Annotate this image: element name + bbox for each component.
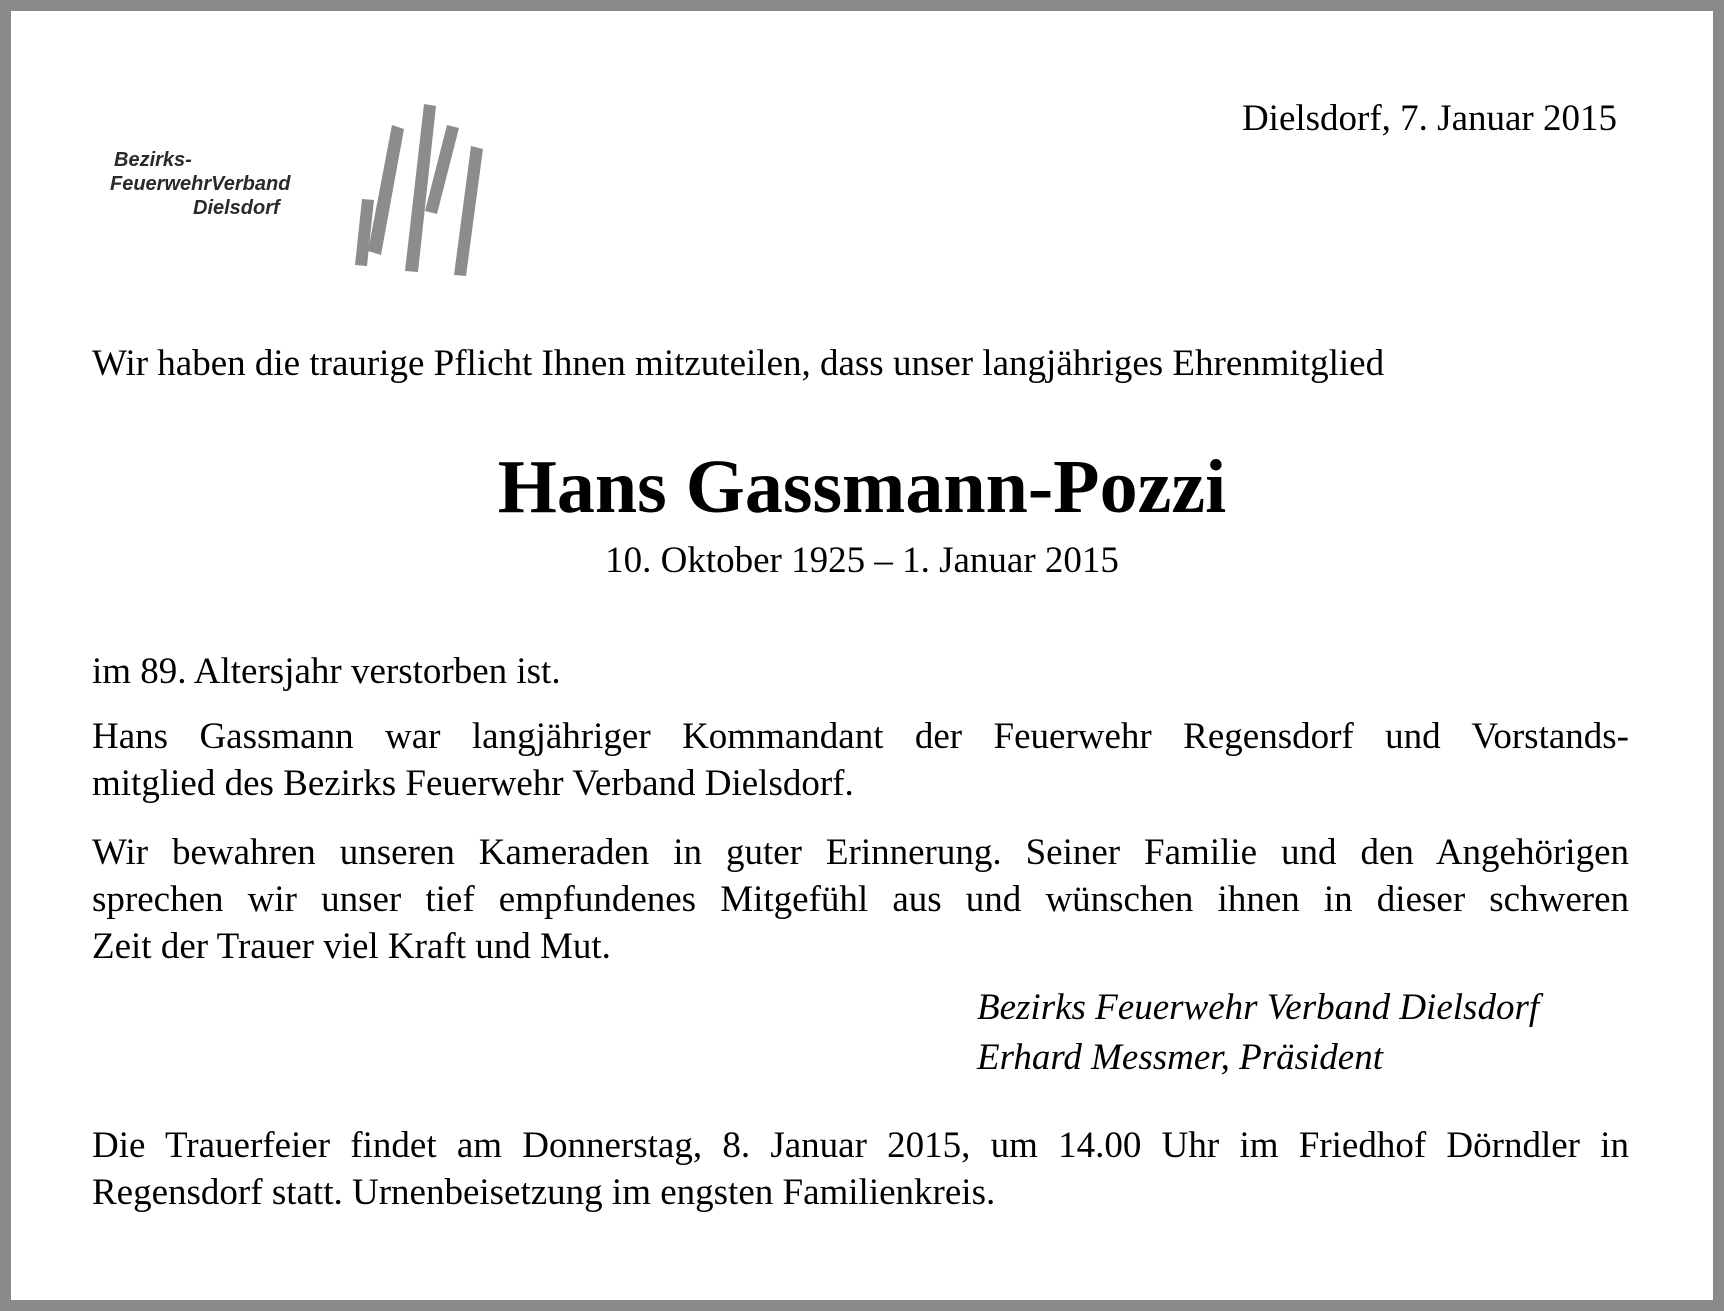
intro-text: Wir haben die traurige Pflicht Ihnen mitzuteilen, dass unser langjähriges Ehrenmitglied	[92, 343, 1385, 384]
logo-text-line1: Bezirks-	[114, 149, 192, 171]
role-paragraph	[92, 713, 1629, 807]
condolence-line-1: Wir bewahren unseren Kameraden in guter Erinnerung. Seiner Familie und den Angehörigen	[92, 832, 1629, 873]
deceased-name: Hans Gassmann-Pozzi	[497, 445, 1227, 529]
age-paragraph	[92, 648, 1629, 695]
lifespan-dates: 10. Oktober 1925 – 1. Januar 2015	[605, 540, 1119, 581]
condolence-line-3: Zeit der Trauer viel Kraft und Mut.	[92, 926, 611, 967]
age-text: im 89. Altersjahr verstorben ist.	[92, 651, 561, 692]
signature-block	[977, 983, 1539, 1083]
signature-person: Erhard Messmer, Präsident	[977, 1037, 1383, 1078]
condolence-paragraph	[92, 829, 1629, 970]
logo-text-line3: Dielsdorf	[193, 197, 280, 219]
flame-stripes-icon	[319, 91, 499, 281]
funeral-line-2: Regensdorf statt. Urnenbeisetzung im engsten Familienkreis.	[92, 1172, 996, 1213]
funeral-line-1: Die Trauerfeier findet am Donnerstag, 8. Januar 2015, um 14.00 Uhr im Friedhof Dörndler in	[92, 1125, 1629, 1166]
condolence-line-2: sprechen wir unser tief empfundenes Mitgefühl aus und wünschen ihnen in dieser schweren	[92, 879, 1629, 920]
funeral-paragraph	[92, 1122, 1629, 1216]
obituary-notice	[11, 11, 1713, 1300]
role-line-1: Hans Gassmann war langjähriger Kommandant der Feuerwehr Regensdorf und Vorstands-	[92, 716, 1629, 757]
place-and-date: Dielsdorf, 7. Januar 2015	[1241, 98, 1617, 139]
role-line-2: mitglied des Bezirks Feuerwehr Verband Dielsdorf.	[92, 763, 854, 804]
logo-text-line2: FeuerwehrVerband	[110, 173, 291, 195]
signature-organization: Bezirks Feuerwehr Verband Dielsdorf	[977, 987, 1540, 1028]
fire-brigade-logo	[99, 91, 499, 281]
